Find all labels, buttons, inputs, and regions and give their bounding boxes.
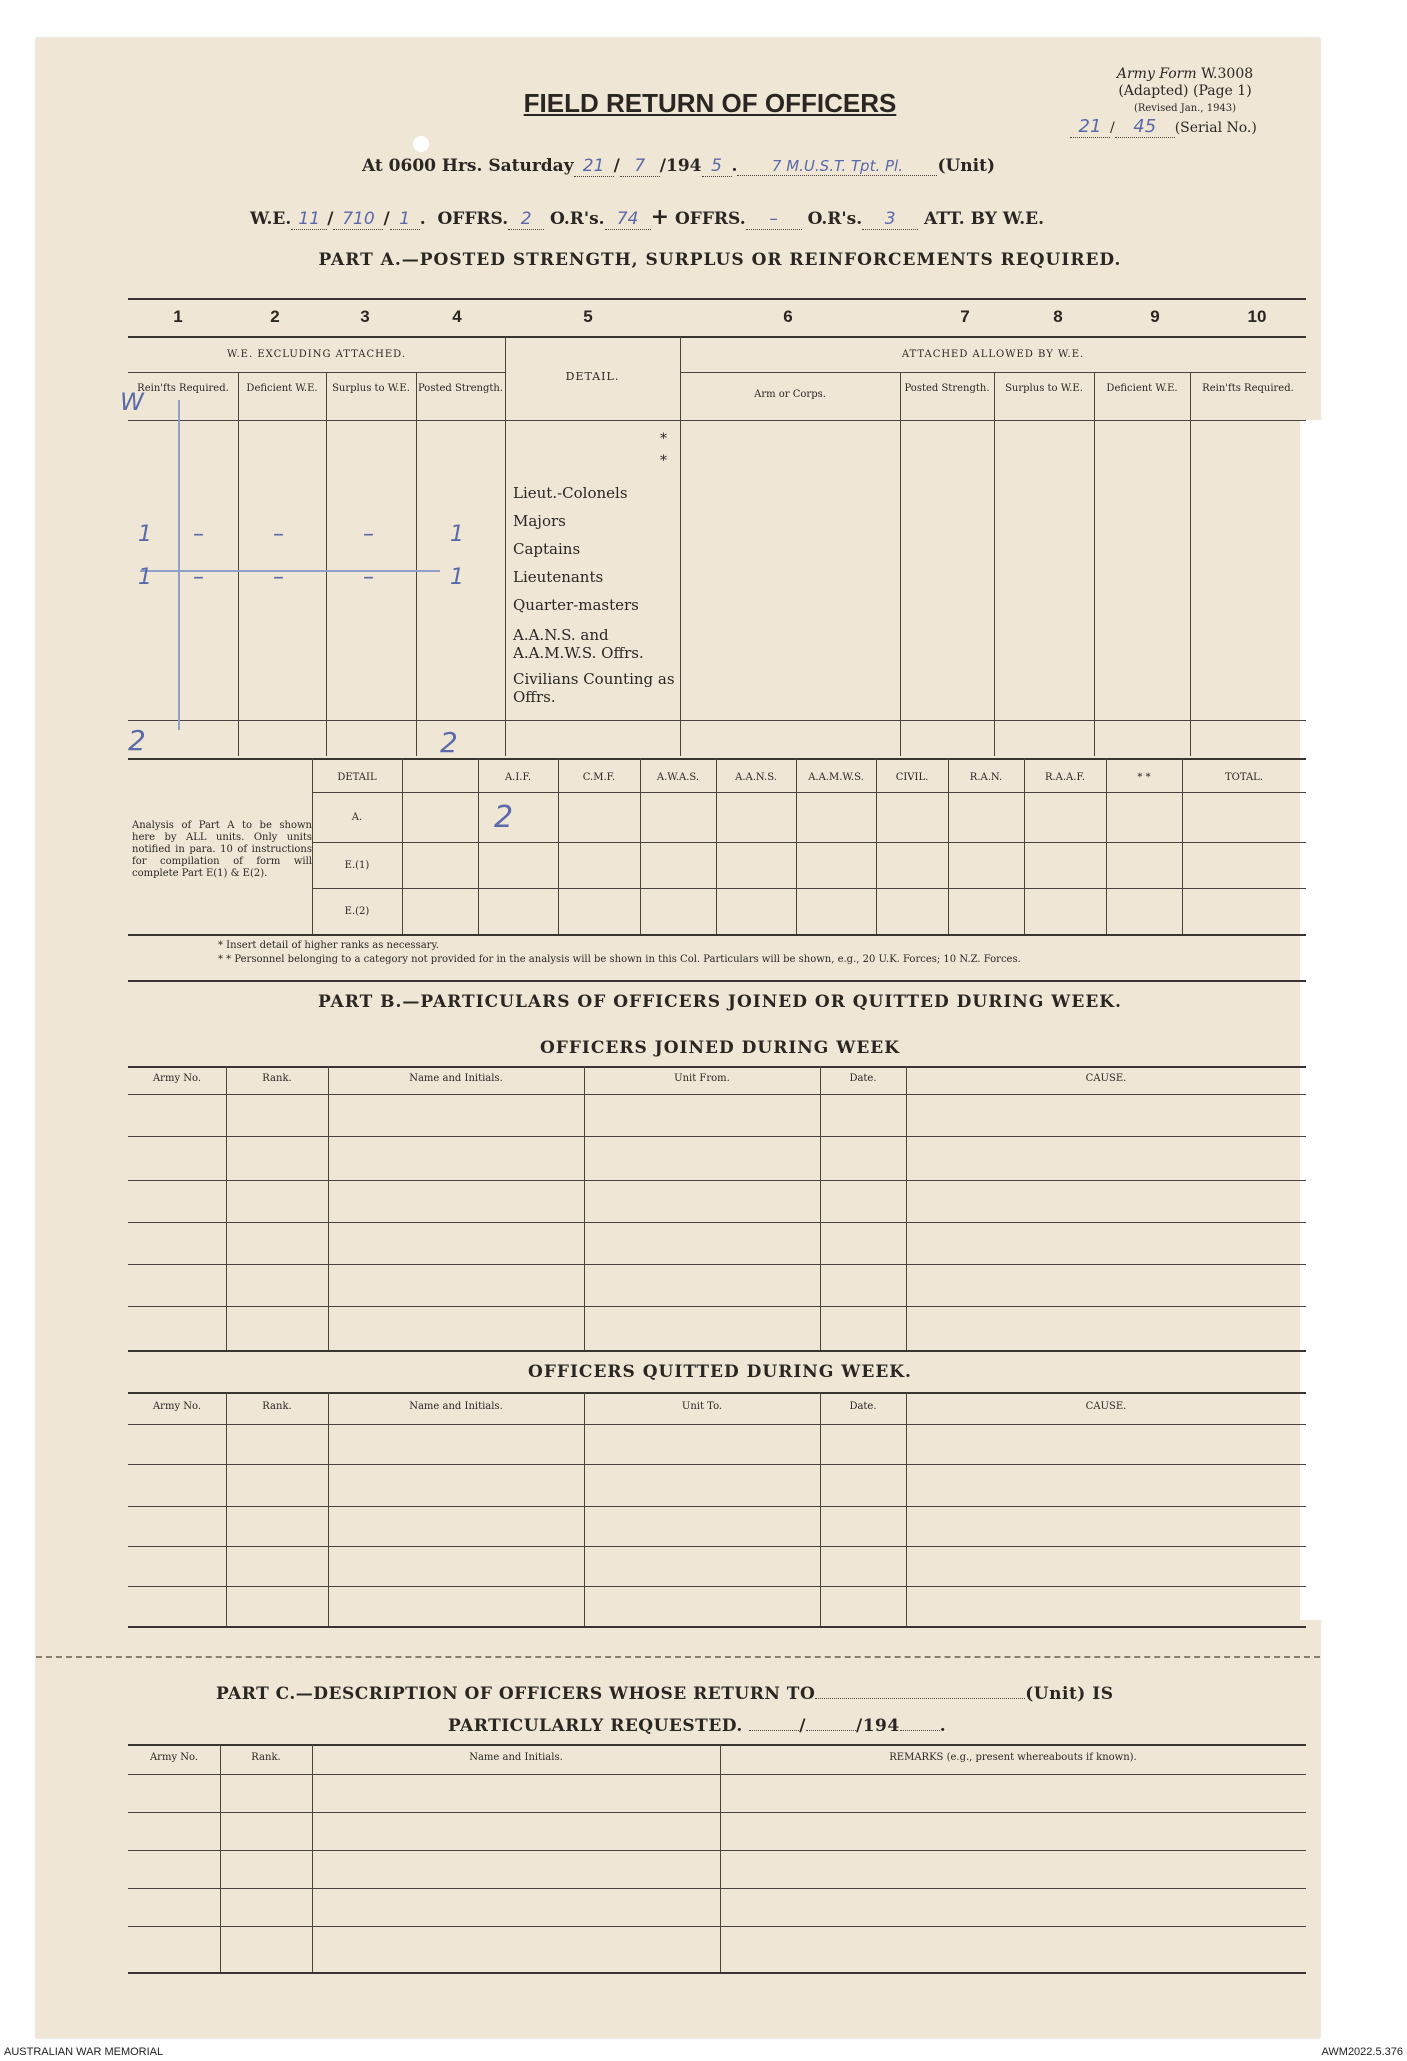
unit-hand: 7 M.U.S.T. Tpt. Pl. (737, 157, 937, 176)
subheader: Surplus to W.E. (1005, 383, 1083, 394)
offrs-hand: 2 (508, 209, 544, 230)
subheader: Arm or Corps. (754, 389, 826, 400)
we-hand-1: 11 (291, 209, 327, 230)
ors2-hand: 3 (862, 209, 918, 230)
rank-label: Majors (513, 512, 566, 530)
we-hand-3: 1 (390, 209, 420, 230)
hand-mark: 1 (138, 565, 152, 590)
revised-label: (Revised Jan., 1943) (1133, 103, 1237, 114)
hand-mark: 1 (450, 522, 464, 547)
col-number: 6 (783, 307, 793, 326)
rank-label: Captains (513, 540, 581, 558)
date-month: 7 (620, 156, 660, 177)
part-c-header: REMARKS (e.g., present whereabouts if known). (889, 1752, 1137, 1763)
ors-hand: 74 (605, 209, 651, 230)
hand-margin: W (120, 388, 144, 416)
group-header-right: ATTACHED ALLOWED BY W.E. (901, 349, 1085, 360)
star: * (660, 453, 667, 469)
column-numbers (128, 307, 1306, 327)
day-label: Saturday (488, 156, 574, 176)
quitted-header: Army No. (152, 1401, 202, 1412)
joined-headers (128, 1073, 1306, 1087)
footer-right: AWM2022.5.376 (1321, 2046, 1403, 2058)
serial-number: 21 / 45 (Serial No.) (1070, 116, 1257, 138)
footer-left: AUSTRALIAN WAR MEMORIAL (4, 2046, 164, 2058)
part-c-header: Rank. (251, 1752, 281, 1763)
at-hours-label: At 0600 Hrs. (362, 156, 483, 176)
analysis-headers (312, 772, 1306, 788)
perforation-line (36, 1656, 1320, 1658)
hand-mark: – (193, 565, 204, 590)
col-number: 10 (1247, 307, 1267, 326)
hand-mark: – (193, 522, 204, 547)
offrs2-label: OFFRS. (674, 209, 746, 229)
joined-header: CAUSE. (1085, 1073, 1127, 1084)
we-hand-2: 710 (333, 209, 383, 230)
joined-header: Unit From. (674, 1073, 730, 1084)
rank-label: Lieut.-Colonels (513, 484, 628, 502)
footnote-2: * * Personnel belonging to a category not provided for in the analysis will be shown in this Col. Particulars will be shown, e.g., 20 U.K. Forces; 10 N.Z. Forces. (218, 954, 1021, 965)
page-title: FIELD RETURN OF OFFICERS (523, 88, 897, 118)
part-c-heading-line1 (216, 1684, 1316, 1704)
col-number: 7 (960, 307, 970, 326)
subheader: Deficient W.E. (1106, 383, 1178, 394)
subheader: Surplus to W.E. (332, 383, 410, 394)
analysis-row-label: E.(1) (344, 860, 370, 871)
analysis-header: TOTAL. (1224, 772, 1264, 783)
part-c-heading-a: PART C.—DESCRIPTION OF OFFICERS WHOSE RETURN TO (216, 1684, 816, 1704)
att-label: ATT. BY W.E. (924, 209, 1045, 229)
hand-mark: 1 (450, 565, 464, 590)
rank-label: Quarter-masters (513, 596, 639, 614)
subheader: Rein'fts Required. (137, 383, 229, 394)
subheader: Posted Strength. (417, 383, 504, 394)
quitted-title: OFFICERS QUITTED DURING WEEK. (528, 1362, 912, 1382)
serial-hand-2: 45 (1115, 116, 1175, 138)
unit-label: (Unit) (937, 156, 996, 176)
analysis-header: A.A.M.W.S. (808, 772, 864, 783)
joined-header: Name and Initials. (409, 1073, 503, 1084)
analysis-header: A.W.A.S. (656, 772, 700, 783)
joined-title: OFFICERS JOINED DURING WEEK (539, 1038, 901, 1058)
army-form-label: Army Form (1116, 66, 1197, 82)
analysis-header: DETAIL (337, 772, 377, 783)
part-c-heading-unit: (Unit) IS (1025, 1684, 1114, 1704)
rank-label: Civilians Counting as Offrs. (513, 670, 675, 706)
rank-label: A.A.N.S. and A.A.M.W.S. Offrs. (513, 626, 644, 662)
col-number: 9 (1150, 307, 1160, 326)
page-label: (Page 1) (1192, 83, 1252, 99)
pencil-line (178, 400, 180, 730)
analysis-header: R.A.A.F. (1044, 772, 1086, 783)
part-c-header: Army No. (149, 1752, 199, 1763)
rank-list (513, 484, 678, 706)
quitted-headers (128, 1401, 1306, 1415)
year-hand: 5 (702, 156, 732, 177)
form-identifier (1095, 66, 1275, 117)
joined-header: Rank. (262, 1073, 292, 1084)
quitted-header: CAUSE. (1085, 1401, 1127, 1412)
torn-edge (1300, 420, 1330, 1620)
serial-label: (Serial No.) (1174, 120, 1257, 136)
detail-header: DETAIL. (565, 370, 620, 383)
pencil-line (140, 570, 440, 572)
subheader: Posted Strength. (904, 383, 990, 394)
joined-header: Army No. (152, 1073, 202, 1084)
analysis-row-label: E.(2) (344, 906, 370, 917)
unit-dots (815, 1698, 1025, 1699)
analysis-header: R.A.N. (969, 772, 1003, 783)
hand-mark: 1 (138, 522, 152, 547)
group-header-left: W.E. EXCLUDING ATTACHED. (226, 349, 407, 360)
col-number: 4 (452, 307, 462, 326)
col-number: 8 (1053, 307, 1063, 326)
subheader: Rein'fts Required. (1202, 383, 1294, 394)
analysis-header: A.A.N.S. (735, 772, 777, 783)
analysis-header: A.I.F. (504, 772, 532, 783)
ors-label: O.R's. (550, 209, 605, 229)
we-line: W.E. 11 / 710 / 1 . OFFRS. 2 O.R's. 74 + OFFRS. – O.R's. 3 ATT. BY W.E. (250, 204, 1045, 230)
part-c-year-prefix: /194 (855, 1716, 900, 1736)
ors2-label: O.R's. (807, 209, 863, 229)
hand-total-1: 2 (128, 724, 146, 757)
quitted-header: Unit To. (681, 1401, 723, 1412)
star: * (660, 431, 667, 447)
date-line: At 0600 Hrs. Saturday 21 / 7 /194 5 . 7 M.U.S.T. Tpt. Pl. (Unit) (362, 156, 996, 176)
part-c-headers (128, 1752, 1306, 1766)
analysis-note: Analysis of Part A to be shown here by ALL units. Only units notified in para. 10 of instructions for compilation of form will complete Part E(1) & E(2). (132, 820, 312, 879)
year-prefix: 194 (666, 156, 702, 176)
adapted-label: (Adapted) (1118, 83, 1189, 99)
part-c-heading-b: PARTICULARLY REQUESTED. (448, 1716, 743, 1736)
offrs-label: OFFRS. (437, 209, 509, 229)
analysis-row-label: A. (351, 812, 363, 823)
plus-sign: + (650, 204, 670, 230)
col-number: 3 (360, 307, 370, 326)
form-number: W.3008 (1201, 66, 1254, 82)
analysis-header: CIVIL. (895, 772, 929, 783)
offrs2-hand: – (746, 209, 802, 230)
col-number: 2 (270, 307, 280, 326)
serial-hand: 21 (1070, 116, 1110, 138)
rank-label: Lieutenants (513, 568, 604, 586)
footnote-1: * Insert detail of higher ranks as necessary. (218, 940, 439, 951)
hand-total-4: 2 (440, 726, 458, 759)
date-day: 21 (574, 156, 614, 177)
hand-mark: – (363, 522, 374, 547)
hand-mark: – (273, 522, 284, 547)
col-number: 1 (173, 307, 183, 326)
quitted-header: Name and Initials. (409, 1401, 503, 1412)
hand-mark: – (273, 565, 284, 590)
we-label: W.E. (250, 209, 292, 229)
part-b-heading: PART B.—PARTICULARS OF OFFICERS JOINED OR QUITTED DURING WEEK. (318, 992, 1122, 1012)
part-a-heading: PART A.—POSTED STRENGTH, SURPLUS OR REINFORCEMENTS REQUIRED. (318, 250, 1122, 270)
hand-aif-a: 2 (494, 800, 514, 835)
analysis-header: C.M.F. (582, 772, 616, 783)
subheader: Deficient W.E. (246, 383, 318, 394)
punch-hole (413, 136, 429, 152)
joined-header: Date. (849, 1073, 877, 1084)
part-c-heading-line2: PARTICULARLY REQUESTED. / /194 . (448, 1716, 947, 1736)
quitted-header: Date. (849, 1401, 877, 1412)
part-c-header: Name and Initials. (469, 1752, 563, 1763)
col-number: 5 (583, 307, 593, 326)
quitted-header: Rank. (262, 1401, 292, 1412)
analysis-header: * * (1137, 772, 1151, 783)
star-marks (660, 428, 667, 472)
hand-mark: – (363, 565, 374, 590)
